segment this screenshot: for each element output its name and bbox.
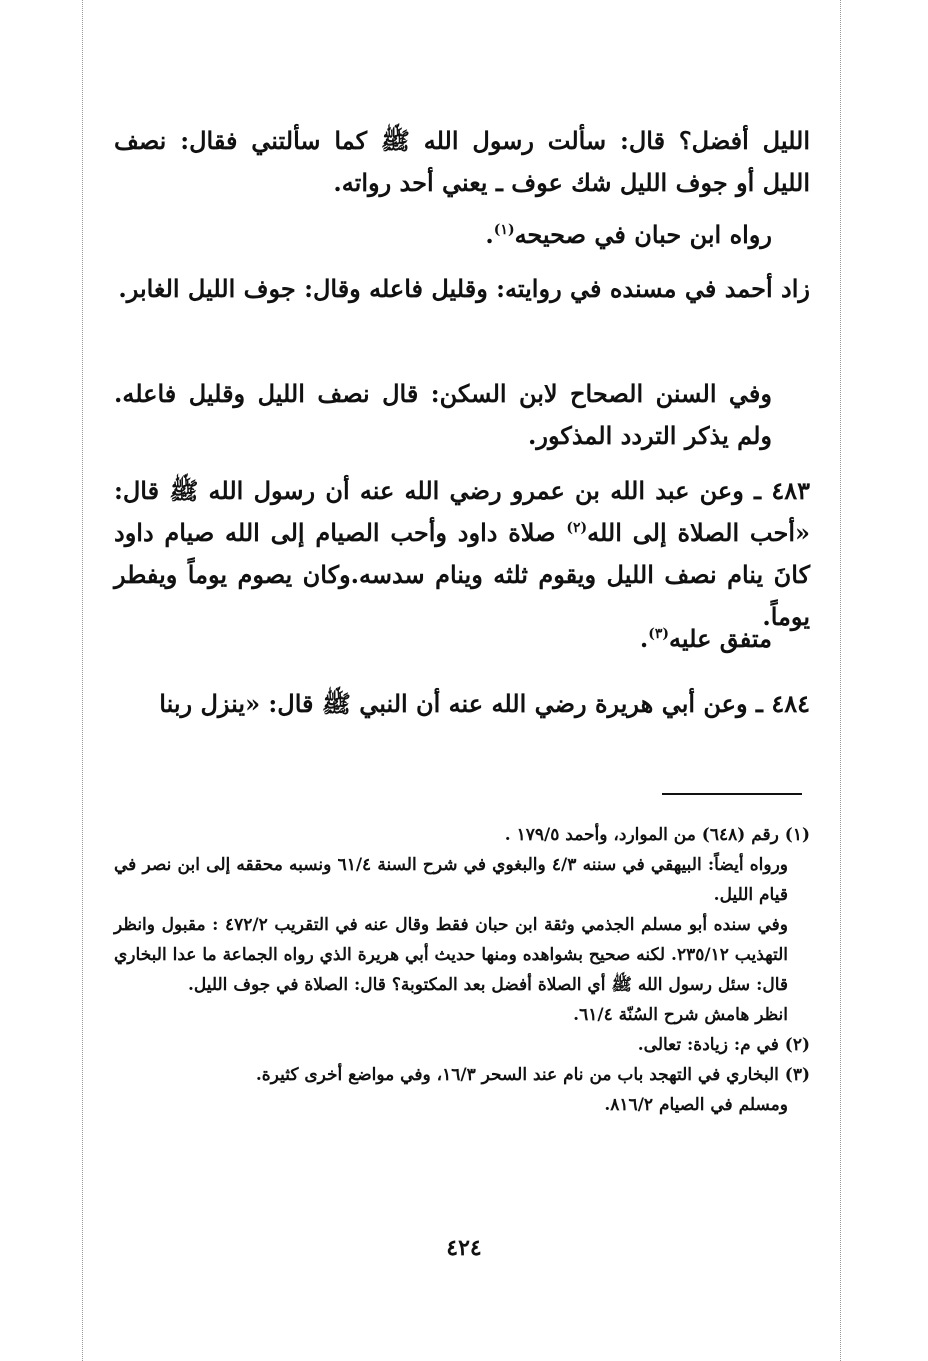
hadith-484-text: ٤٨٤ ـ وعن أبي هريرة رضي الله عنه أن النبي ﷺ قال: «ينزل ربنا xyxy=(159,689,810,718)
paragraph-muttafaq xyxy=(114,618,810,660)
muttafaq-end: . xyxy=(639,624,649,653)
footnote-1-line-4: انظر هامش شرح السُنّة ٦١/٤. xyxy=(573,1005,788,1025)
footnotes xyxy=(114,820,810,1120)
footnote-1-line-3: وفي سنده أبو مسلم الجذمي وثقة ابن حبان فقط وقال عنه في التقريب ٤٧٢/٢ : مقبول وانظر التهذيب ٢٣٥/١٢. لكنه صحيح بشواهده ومنها حديث أبي هريرة الذي رواه الجماعة ما عدا البخاري قال: سئل رسول الله ﷺ أي الصلاة أفضل بعد المكتوبة؟ قال: الصلاة في جوف الليل. xyxy=(114,915,788,995)
footnote-separator xyxy=(662,793,802,795)
footnote-ref-3: (٣) xyxy=(648,626,670,642)
footnote-3-line-1: (٣) البخاري في التهجد باب من نام عند السحر ١٦/٣، وفي مواضع أخرى كثيرة. xyxy=(255,1065,810,1085)
hadith-483-part-a: ٤٨٣ ـ وعن عبد الله بن عمرو رضي الله عنه أن رسول الله ﷺ قال: «أحب الصلاة إلى الله xyxy=(114,476,810,547)
paragraph-3-text: زاد أحمد في مسنده في روايته: وقليل فاعله وقال: جوف الليل الغابر. xyxy=(118,274,810,303)
paragraph-2-text: رواه ابن حبان في صحيحه xyxy=(514,220,772,249)
footnote-ref-1: (١) xyxy=(493,222,515,238)
paragraph-3 xyxy=(114,268,810,310)
paragraph-2-end: . xyxy=(485,220,494,249)
left-margin-dotted-line xyxy=(82,0,83,1361)
paragraph-1-text: الليل أفضل؟ قال: سألت رسول الله ﷺ كما سألتني فقال: نصف الليل أو جوف الليل شك عوف ـ يعني أحد رواته. xyxy=(114,126,810,197)
paragraph-4-text: وفي السنن الصحاح لابن السكن: قال نصف الليل وقليل فاعله. ولم يذكر التردد المذكور. xyxy=(114,379,772,450)
right-margin-dotted-line xyxy=(840,0,841,1361)
footnote-1-line-1: (١) رقم (٦٤٨) من الموارد، وأحمد ١٧٩/٥ . xyxy=(504,825,810,845)
footnote-1-line-2: ورواه أيضاً: البيهقي في سننه ٤/٣ والبغوي في شرح السنة ٦١/٤ ونسبه محققه إلى ابن نصر في قيام الليل. xyxy=(114,855,788,905)
muttafaq-text: متفق عليه xyxy=(669,624,772,653)
footnote-ref-2: (٢) xyxy=(566,520,588,536)
paragraph-4 xyxy=(114,373,810,457)
footnote-2: (٢) في م: زيادة: تعالى. xyxy=(637,1035,810,1055)
paragraph-1 xyxy=(114,120,810,204)
hadith-484 xyxy=(114,683,810,725)
page-number: ٤٢٤ xyxy=(446,1235,482,1261)
paragraph-2 xyxy=(114,214,810,256)
hadith-483-part-b: صلاة داود وأحب الصيام إلى الله صيام داود كانَ ينام نصف الليل ويقوم ثلثه وينام سدسه.وكان يصوم يوماً ويفطر يوماً. xyxy=(114,518,810,631)
hadith-483 xyxy=(114,470,810,638)
footnote-3-line-2: ومسلم في الصيام ٨١٦/٢. xyxy=(604,1095,788,1115)
